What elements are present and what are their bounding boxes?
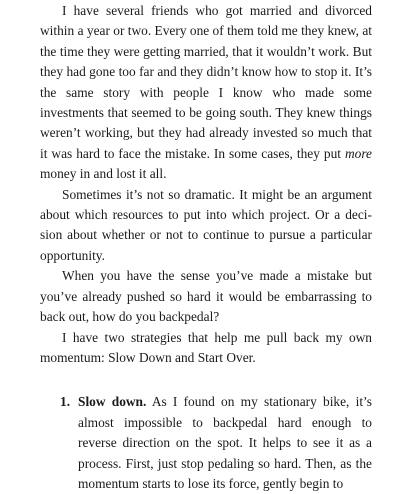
paragraph-text: I have several friends who got married and divorced within a year or two. Every one of them told me they knew, at the time they were getting married, that it wouldn’t work. But they had gone too far and they didn’t know how to stop it. It’s the same story with people I know who made some investments that seemed to be going south. They knew things weren’t working, but they had already invested so much that it was hard to face the mistake. In some cases, they put: [40, 3, 372, 161]
paragraph-not-dramatic: Sometimes it’s not so dramatic. It might be an argument about which resources to put into which project. Or a decision about whether or not to continue to pursue a particular opportunity.: [40, 186, 372, 263]
paragraph-friends-divorce: [40, 0, 372, 185]
list-item-lead: Slow down.: [78, 394, 147, 410]
list-item-number: 1.: [60, 394, 71, 410]
list-item-text: As I found on my stationary bike, it’s almost impossible to backpedal hard enough to reverse direction on the spot. It helps to see it as a process. First, just stop pedaling so hard. Then, as the momentum starts to lose its force, gently begin to: [78, 394, 372, 491]
emphasis-more: more: [344, 145, 372, 161]
paragraph-text-end: money in and lost it all.: [40, 166, 167, 182]
paragraph-two-strategies: I have two strategies that help me pull back my own momentum: Slow Down and Start Over.: [40, 329, 372, 365]
paragraph-backpedal-question: When you have the sense you’ve made a mistake but you’ve already pushed so hard it would be embarrassing to back out, how do you backpedal?: [40, 268, 372, 325]
strategy-list: [40, 392, 372, 494]
list-item: [40, 392, 372, 494]
